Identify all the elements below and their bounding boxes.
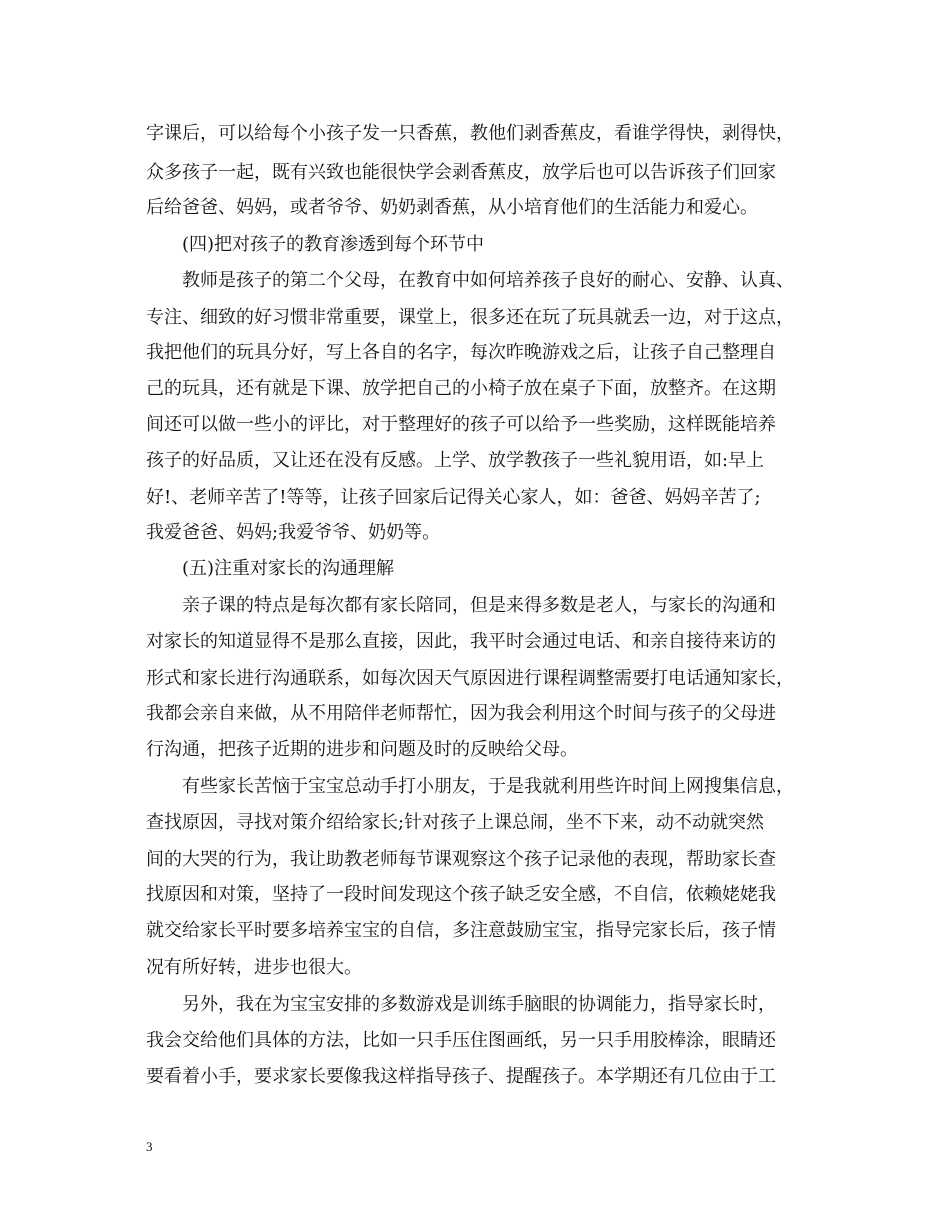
text-line: 专注、细致的好习惯非常重要，课堂上，很多还在玩了玩具就丢一边，对于这点， <box>146 307 794 328</box>
text-line: 我都会亲自来做，从不用陪伴老师帮忙，因为我会利用这个时间与孩子的父母进 <box>146 703 776 724</box>
text-line: 后给爸爸、妈妈，或者爷爷、奶奶剥香蕉，从小培育他们的生活能力和爱心。 <box>146 197 758 218</box>
text-line: 教师是孩子的第二个父母，在教育中如何培养孩子良好的耐心、安静、认真、 <box>182 270 794 291</box>
text-line: 对家长的知道显得不是那么直接，因此，我平时会通过电话、和亲自接待来访的 <box>146 631 776 652</box>
text-line: (五)注重对家长的沟通理解 <box>182 558 395 579</box>
text-line: 字课后，可以给每个小孩子发一只香蕉，教他们剥香蕉皮，看谁学得快，剥得快， <box>146 123 794 144</box>
text-line: 况有所好转，进步也很大。 <box>146 957 362 978</box>
text-line: 我爱爸爸、妈妈;我爱爷爷、奶奶等。 <box>146 522 441 543</box>
text-line: 孩子的好品质，又让还在没有反感。上学、放学教孩子一些礼貌用语，如:早上 <box>146 450 765 471</box>
text-line: 好!、老师辛苦了!等等，让孩子回家后记得关心家人，如：爸爸、妈妈辛苦了; <box>146 487 761 508</box>
text-line: 另外，我在为宝宝安排的多数游戏是训练手脑眼的协调能力，指导家长时， <box>182 994 776 1015</box>
text-line: 间的大哭的行为，我让助教老师每节课观察这个孩子记录他的表现，帮助家长查 <box>146 849 776 870</box>
text-line: 形式和家长进行沟通联系，如每次因天气原因进行课程调整需要打电话通知家长， <box>146 668 794 689</box>
text-line: 就交给家长平时要多培养宝宝的自信，多注意鼓励宝宝，指导完家长后，孩子情 <box>146 920 776 941</box>
text-line: 我把他们的玩具分好，写上各自的名字，每次昨晚游戏之后，让孩子自己整理自 <box>146 342 776 363</box>
text-line: 行沟通，把孩子近期的进步和问题及时的反映给父母。 <box>146 739 578 760</box>
text-line: 我会交给他们具体的方法，比如一只手压住图画纸，另一只手用胶棒涂，眼睛还 <box>146 1030 776 1051</box>
text-line: 间还可以做一些小的评比，对于整理好的孩子可以给予一些奖励，这样既能培养 <box>146 414 776 435</box>
text-line: (四)把对孩子的教育渗透到每个环节中 <box>182 234 485 255</box>
text-line: 亲子课的特点是每次都有家长陪同，但是来得多数是老人，与家长的沟通和 <box>182 595 776 616</box>
text-line: 找原因和对策，坚持了一段时间发现这个孩子缺乏安全感，不自信，依赖姥姥我 <box>146 884 776 905</box>
text-line: 有些家长苦恼于宝宝总动手打小朋友，于是我就利用些许时间上网搜集信息， <box>182 776 794 797</box>
text-line: 己的玩具，还有就是下课、放学把自己的小椅子放在桌子下面，放整齐。在这期 <box>146 378 776 399</box>
text-line: 要看着小手，要求家长要像我这样指导孩子、提醒孩子。本学期还有几位由于工 <box>146 1066 776 1087</box>
text-line: 众多孩子一起，既有兴致也能很快学会剥香蕉皮，放学后也可以告诉孩子们回家 <box>146 162 776 183</box>
text-line: 查找原因，寻找对策介绍给家长;针对孩子上课总闹，坐不下来，动不动就突然 <box>146 812 765 833</box>
page-number: 3 <box>146 1139 153 1154</box>
